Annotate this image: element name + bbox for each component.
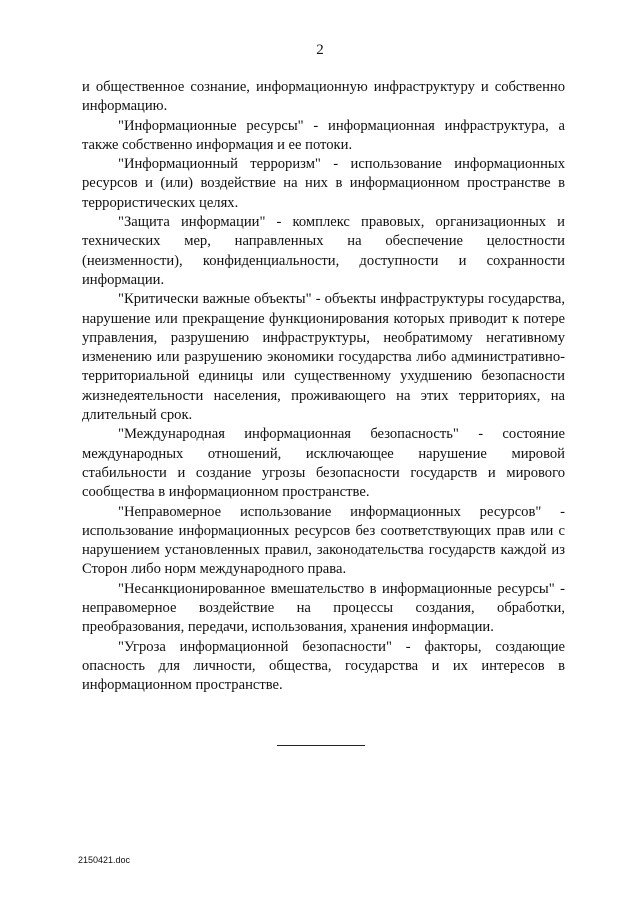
paragraph-information-resources: "Информационные ресурсы" - информационная инфраструктура, а также собственно информация и ее потоки.	[82, 117, 565, 153]
paragraph-security-threat: "Угроза информационной безопасности" - факторы, создающие опасность для личности, общества, государства и их интересов в информационном пространстве.	[82, 638, 565, 694]
footer-filename: 2150421.doc	[78, 855, 131, 865]
paragraph-unlawful-use: "Неправомерное использование информационных ресурсов" - использование информационных ресурсов без соответствующих прав или с нарушением установленных правил, законодательства государств каждой из Сторон либо норм международного права.	[82, 503, 565, 578]
paragraph-critical-objects: "Критически важные объекты" - объекты инфраструктуры государства, нарушение или прекращение функционирования которых приводит к потере управления, разрушению инфраструктуры, необратимому негативному изменению или разрушению экономики государства либо административно-территориальной единицы или существенному ухудшению безопасности жизнедеятельности населения, проживающего на этих территориях, на длительный срок.	[82, 291, 565, 424]
paragraph-information-terrorism: "Информационный терроризм" - использование информационных ресурсов и (или) воздействие на них в информационном пространстве в террористических целях.	[82, 156, 565, 211]
paragraph-continuation: и общественное сознание, информационную инфраструктуру и собственно информацию.	[82, 79, 565, 115]
page-number: 2	[316, 42, 324, 58]
end-separator-line	[277, 745, 365, 746]
paragraph-information-protection: "Защита информации" - комплекс правовых, организационных и технических мер, направленных на обеспечение целостности (неизменности), конфиденциальности, доступности и сохранности информации.	[82, 214, 565, 288]
paragraph-international-security: "Международная информационная безопасность" - состояние международных отношений, исключающее нарушение мировой стабильности и создание угрозы безопасности государств и мирового сообщества в информационном пространстве.	[82, 426, 565, 501]
paragraph-unauthorized-interference: "Несанкционированное вмешательство в информационные ресурсы" - неправомерное воздействие на процессы создания, обработки, преобразования, передачи, использования, хранения информации.	[82, 580, 565, 636]
document-body	[82, 78, 565, 696]
